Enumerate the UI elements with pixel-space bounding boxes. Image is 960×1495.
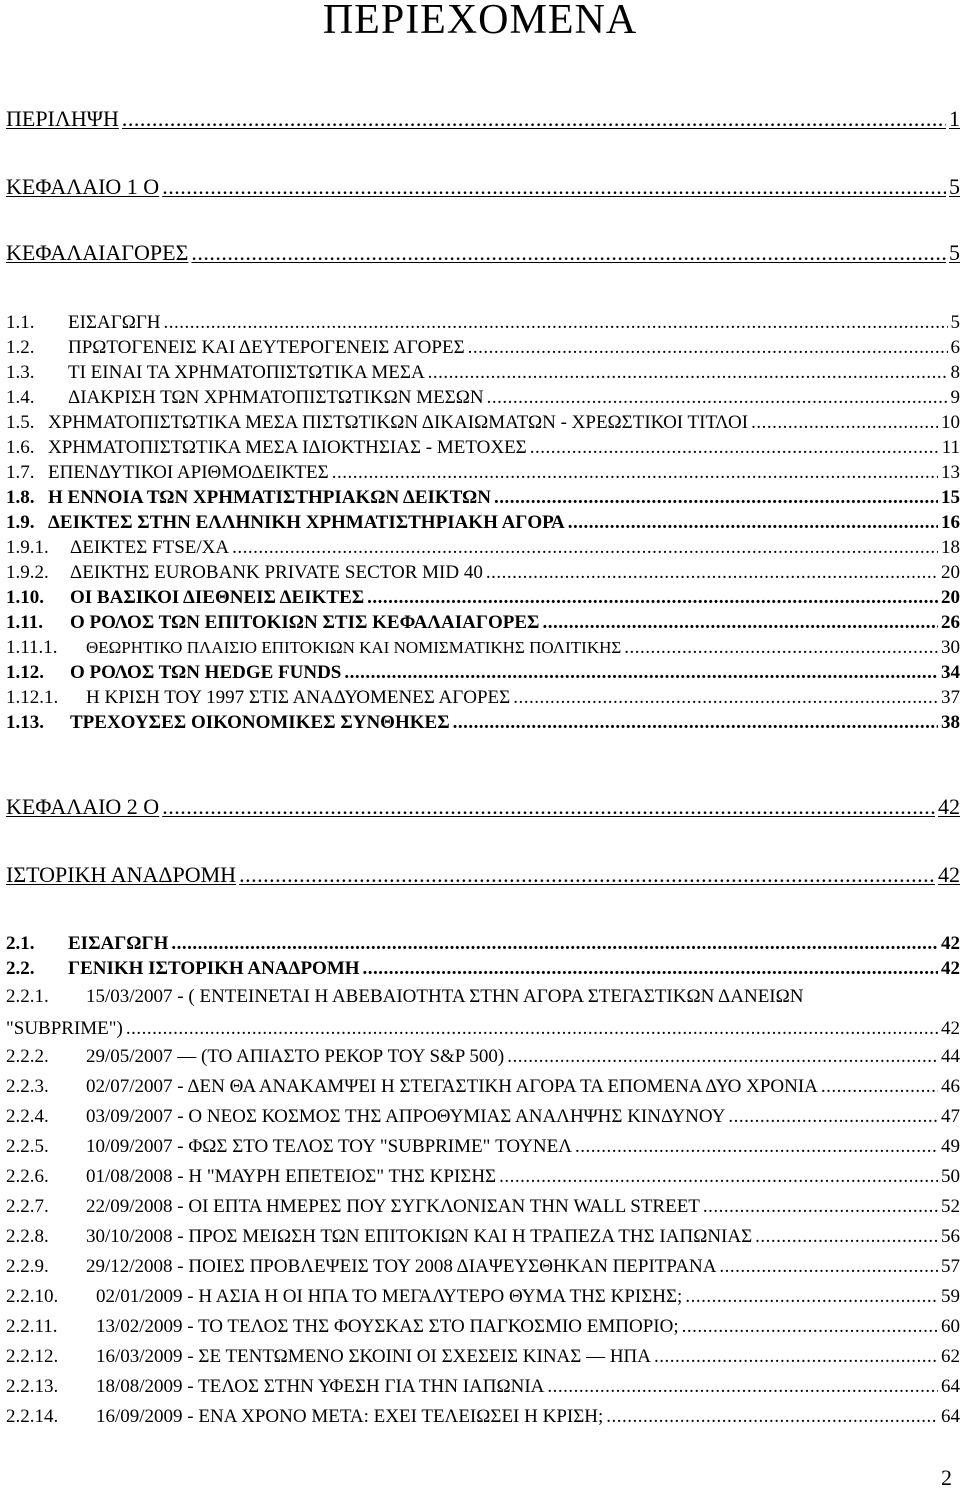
toc-text: ΕΙΣΑΓΩΓΗ (68, 312, 161, 333)
toc-leader (122, 108, 946, 130)
toc-num: 2.1. (6, 933, 35, 954)
toc-leader (624, 637, 938, 659)
toc-num: 2.2.9. (6, 1256, 49, 1277)
toc-text: ΙΣΤΟΡΙΚΗ ΑΝΑΔΡΟΜΗ (6, 862, 237, 887)
toc-page: 5 (950, 312, 960, 333)
toc-page: 5 (949, 240, 960, 265)
toc-leader (344, 662, 938, 684)
toc-entry[interactable] (6, 362, 960, 384)
toc-num: 1.9.2. (6, 562, 49, 583)
toc-entry[interactable] (6, 387, 960, 409)
toc-entry[interactable] (6, 1376, 960, 1398)
toc-page: 62 (941, 1346, 960, 1367)
toc-entry[interactable] (6, 412, 960, 434)
toc-entry[interactable] (6, 562, 960, 584)
toc-entry[interactable] (6, 1226, 960, 1248)
toc-entry[interactable] (6, 1046, 960, 1068)
toc-text: ΧΡΗΜΑΤΟΠΙΣΤΩΤΙΚΑ ΜΕΣΑ ΙΔΙΟΚΤΗΣΙΑΣ - ΜΕΤΟΧΕΣ (48, 437, 527, 458)
toc-num: 2.2.8. (6, 1226, 49, 1247)
toc-page: 9 (950, 387, 960, 408)
toc-entry[interactable] (6, 1406, 960, 1428)
toc-leader (171, 933, 938, 955)
toc-text: ΚΕΦΑΛΑΙΟ 2 Ο (6, 794, 160, 819)
toc-page: 18 (941, 537, 960, 558)
toc-leader (468, 337, 948, 359)
toc-page: 37 (941, 687, 960, 708)
toc-text: ΔΕΙΚΤΕΣ ΣΤΗΝ ΕΛΛΗΝΙΚΗ ΧΡΗΜΑΤΙΣΤΗΡΙΑΚΗ ΑΓΟΡΑ (48, 512, 565, 533)
toc-entry[interactable] (6, 864, 960, 886)
toc-page: 11 (941, 437, 960, 458)
toc-text: 22/09/2008 - ΟΙ ΕΠΤΑ ΗΜΕΡΕΣ ΠΟΥ ΣΥΓΚΛΟΝΙΣΑΝ ΤΗΝ WALL STREET (86, 1196, 700, 1217)
toc-leader (755, 1226, 938, 1248)
toc-num: 1.3. (6, 362, 35, 383)
toc-leader (606, 1406, 938, 1428)
toc-leader (494, 487, 938, 509)
toc-entry[interactable] (6, 487, 960, 509)
toc-text: 18/08/2009 - ΤΕΛΟΣ ΣΤΗΝ ΥΦΕΣΗ ΓΙΑ ΤΗΝ ΙΑΠΩΝΙΑ (96, 1376, 545, 1397)
toc-text: 15/03/2007 - ( ΕΝΤΕΙΝΕΤΑΙ Η ΑΒΕΒΑΙΟΤΗΤΑ ΣΤΗΝ ΑΓΟΡΑ ΣΤΕΓΑΣΤΙΚΩΝ ΔΑΝΕΙΩΝ (86, 986, 804, 1007)
toc-page: 15 (941, 487, 960, 508)
toc-entry[interactable] (6, 1166, 960, 1188)
toc-text: ΔΙΑΚΡΙΣΗ ΤΩΝ ΧΡΗΜΑΤΟΠΙΣΤΩΤΙΚΩΝ ΜΕΣΩΝ (68, 387, 484, 408)
toc-leader (162, 796, 935, 818)
toc-num: 2.2.4. (6, 1106, 49, 1127)
toc-num: 1.9. (6, 512, 35, 533)
toc-num: 1.4. (6, 387, 35, 408)
toc-page: 49 (941, 1136, 960, 1157)
toc-num: 1.8. (6, 487, 35, 508)
toc-leader (164, 312, 948, 334)
toc-num: 2.2.3. (6, 1076, 49, 1097)
toc-entry[interactable] (6, 986, 960, 1008)
toc-page: 1 (949, 106, 960, 131)
toc-num: 2.2.13. (6, 1376, 59, 1397)
toc-page: 52 (941, 1196, 960, 1217)
toc-num: 2.2.12. (6, 1346, 59, 1367)
toc-text: 30/10/2008 - ΠΡΟΣ ΜΕΙΩΣΗ ΤΩΝ ΕΠΙΤΟΚΙΩΝ ΚΑΙ Η ΤΡΑΠΕΖΑ ΤΗΣ ΙΑΠΩΝΙΑΣ (86, 1226, 753, 1247)
toc-page: 42 (938, 862, 960, 887)
toc-text: 10/09/2007 - ΦΩΣ ΣΤΟ ΤΕΛΟΣ ΤΟΥ "SUBPRIME" ΤΟΥΝΕΛ (86, 1136, 573, 1157)
toc-page: 42 (938, 794, 960, 819)
toc-num: 1.12. (6, 662, 44, 683)
toc-leader (499, 1166, 938, 1188)
toc-num: 2.2.2. (6, 1046, 49, 1067)
toc-page: 26 (941, 612, 960, 633)
toc-leader (428, 362, 948, 384)
toc-entry[interactable] (6, 637, 960, 659)
toc-entry[interactable] (6, 1106, 960, 1128)
toc-num: 1.10. (6, 587, 44, 608)
toc-leader (547, 1376, 938, 1398)
toc-leader (507, 1046, 938, 1068)
toc-page: 44 (941, 1046, 960, 1067)
toc-page: 56 (941, 1226, 960, 1247)
toc-entry[interactable] (6, 1076, 960, 1098)
toc-text: ΧΡΗΜΑΤΟΠΙΣΤΩΤΙΚΑ ΜΕΣΑ ΠΙΣΤΩΤΙΚΩΝ ΔΙΚΑΙΩΜΑΤΩΝ - ΧΡΕΩΣΤΙΚΟΙ ΤΙΤΛΟΙ (48, 412, 749, 433)
toc-text: ΠΡΩΤΟΓΕΝΕΙΣ ΚΑΙ ΔΕΥΤΕΡΟΓΕΝΕΙΣ ΑΓΟΡΕΣ (68, 337, 465, 358)
toc-text: 13/02/2009 - ΤΟ ΤΕΛΟΣ ΤΗΣ ΦΟΥΣΚΑΣ ΣΤΟ ΠΑΓΚΟΣΜΙΟ ΕΜΠΟΡΙΟ; (96, 1316, 679, 1337)
toc-text: ΤΡΕΧΟΥΣΕΣ ΟΙΚΟΝΟΜΙΚΕΣ ΣΥΝΘΗΚΕΣ (70, 712, 450, 733)
toc-page: 5 (949, 174, 960, 199)
toc-leader (453, 712, 938, 734)
toc-text: Η ΚΡΙΣΗ ΤΟΥ 1997 ΣΤΙΣ ΑΝΑΔΥΟΜΕΝΕΣ ΑΓΟΡΕΣ (86, 687, 511, 708)
toc-entry[interactable] (6, 687, 960, 709)
toc-text: ΚΕΦΑΛΑΙΑΓΟΡΕΣ (6, 240, 189, 265)
toc-text: "SUBPRIME") (6, 1018, 123, 1039)
toc-entry[interactable] (6, 1136, 960, 1158)
toc-text: ΚΕΦΑΛΑΙΟ 1 Ο (6, 174, 160, 199)
toc-text: ΟΙ ΒΑΣΙΚΟΙ ΔΙΕΘΝΕΙΣ ΔΕΙΚΤΕΣ (70, 587, 365, 608)
toc-text: ΕΙΣΑΓΩΓΗ (68, 933, 169, 954)
page-number: 2 (941, 1465, 952, 1490)
toc-text: ΓΕΝΙΚΗ ΙΣΤΟΡΙΚΗ ΑΝΑΔΡΟΜΗ (68, 958, 360, 979)
toc-leader (654, 1346, 938, 1368)
toc-page: 34 (941, 662, 960, 683)
toc-text: Ο ΡΟΛΟΣ ΤΩΝ ΕΠΙΤΟΚΙΩΝ ΣΤΙΣ ΚΕΦΑΛΑΙΑΓΟΡΕΣ (70, 612, 540, 633)
toc-text: 16/09/2009 - ΕΝΑ ΧΡΟΝΟ ΜΕΤΑ: ΕΧΕΙ ΤΕΛΕΙΩΣΕΙ Η ΚΡΙΣΗ; (96, 1406, 604, 1427)
toc-leader (719, 1256, 938, 1278)
toc-leader (821, 1076, 938, 1098)
toc-leader (126, 1018, 938, 1040)
toc-text: Ο ΡΟΛΟΣ ΤΩΝ HEDGE FUNDS (70, 662, 342, 683)
toc-entry[interactable] (6, 462, 960, 484)
toc-num: 1.2. (6, 337, 35, 358)
toc-page: 60 (941, 1316, 960, 1337)
toc-leader (513, 687, 938, 709)
toc-page: 8 (950, 362, 960, 383)
toc-text: ΕΠΕΝΔΥΤΙΚΟΙ ΑΡΙΘΜΟΔΕΙΚΤΕΣ (48, 462, 329, 483)
toc-entry[interactable] (6, 312, 960, 334)
toc-num: 2.2. (6, 958, 35, 979)
toc-page: 64 (941, 1376, 960, 1397)
toc-entry[interactable] (6, 1286, 960, 1308)
toc-page: 30 (941, 637, 960, 658)
toc-leader (542, 612, 938, 634)
toc-entry[interactable] (6, 1346, 960, 1368)
toc-page: 42 (941, 958, 960, 979)
toc-page: 13 (941, 462, 960, 483)
toc-entry[interactable] (6, 437, 960, 459)
toc-leader (486, 562, 938, 584)
toc-text: ΔΕΙΚΤΗΣ EUROBANK PRIVATE SECTOR MID 40 (70, 562, 483, 583)
toc-num: 2.2.14. (6, 1406, 59, 1427)
toc-page: 64 (941, 1406, 960, 1427)
toc-text: 16/03/2009 - ΣΕ ΤΕΝΤΩΜΕΝΟ ΣΚΟΙΝΙ ΟΙ ΣΧΕΣΕΙΣ ΚΙΝΑΣ — ΗΠΑ (96, 1346, 651, 1367)
toc-entry[interactable] (6, 512, 960, 534)
toc-text: Η ΕΝΝΟΙΑ ΤΩΝ ΧΡΗΜΑΤΙΣΤΗΡΙΑΚΩΝ ΔΕΙΚΤΩΝ (48, 487, 491, 508)
toc-entry[interactable] (6, 612, 960, 634)
toc-page: 20 (941, 587, 960, 608)
toc-entry[interactable] (6, 796, 960, 818)
toc-entry[interactable] (6, 176, 960, 198)
toc-text: 29/12/2008 - ΠΟΙΕΣ ΠΡΟΒΛΕΨΕΙΣ ΤΟΥ 2008 ΔΙΑΨΕΥΣΘΗΚΑΝ ΠΕΡΙΤΡΑΝΑ (86, 1256, 717, 1277)
toc-entry[interactable] (6, 587, 960, 609)
toc-page: 50 (941, 1166, 960, 1187)
toc-page: 38 (941, 712, 960, 733)
toc-page: 46 (941, 1076, 960, 1097)
toc-leader (530, 437, 939, 459)
toc-leader (367, 587, 938, 609)
toc-num: 2.2.11. (6, 1316, 58, 1337)
toc-leader (703, 1196, 938, 1218)
toc-text: ΘΕΩΡΗΤΙΚΟ ΠΛΑΙΣΙΟ ΕΠΙΤΟΚΙΩΝ ΚΑΙ ΝΟΜΙΣΜΑΤΙΚΗΣ ΠΟΛΙΤΙΚΗΣ (86, 638, 622, 657)
toc-num: 2.2.10. (6, 1286, 59, 1307)
toc-entry[interactable] (6, 337, 960, 359)
toc-entry[interactable] (6, 712, 960, 734)
toc-num: 1.9.1. (6, 537, 49, 558)
toc-page: 59 (941, 1286, 960, 1307)
toc-entry[interactable] (6, 1256, 960, 1278)
toc-num: 1.11. (6, 612, 43, 633)
toc-leader (728, 1106, 938, 1128)
toc-page: 16 (941, 512, 960, 533)
toc-text: 03/09/2007 - Ο ΝΕΟΣ ΚΟΣΜΟΣ ΤΗΣ ΑΠΡΟΘΥΜΙΑΣ ΑΝΑΛΗΨΗΣ ΚΙΝΔΥΝΟΥ (86, 1106, 726, 1127)
toc-text: ΔΕΙΚΤΕΣ FTSE/XA (70, 537, 230, 558)
toc-text: 02/07/2007 - ΔΕΝ ΘΑ ΑΝΑΚΑΜΨΕΙ Η ΣΤΕΓΑΣΤΙΚΗ ΑΓΟΡΑ ΤΑ ΕΠΟΜΕΝΑ ΔΥΟ ΧΡΟΝΙΑ (86, 1076, 818, 1097)
toc-entry[interactable] (6, 1196, 960, 1218)
toc-entry[interactable] (6, 933, 960, 955)
toc-num: 2.2.5. (6, 1136, 49, 1157)
toc-entry[interactable] (6, 662, 960, 684)
toc-page: 6 (950, 337, 960, 358)
toc-num: 2.2.7. (6, 1196, 49, 1217)
toc-num: 1.6. (6, 437, 35, 458)
toc-entry[interactable] (6, 108, 960, 130)
toc-text: ΤΙ ΕΙΝΑΙ ΤΑ ΧΡΗΜΑΤΟΠΙΣΤΩΤΙΚΑ ΜΕΣΑ (68, 362, 425, 383)
toc-leader (682, 1316, 938, 1338)
toc-entry[interactable] (6, 537, 960, 559)
toc-leader (568, 512, 938, 534)
toc-page: 47 (941, 1106, 960, 1127)
toc-leader (191, 242, 946, 264)
toc-text: 02/01/2009 - Η ΑΣΙΑ Η ΟΙ ΗΠΑ ΤΟ ΜΕΓΑΛΥΤΕΡΟ ΘΥΜΑ ΤΗΣ ΚΡΙΣΗΣ; (96, 1286, 683, 1307)
toc-leader (232, 537, 938, 559)
toc-num: 2.2.6. (6, 1166, 49, 1187)
toc-num: 1.7. (6, 462, 35, 483)
toc-leader (363, 958, 938, 980)
toc-num: 1.11.1. (6, 637, 58, 658)
toc-leader (575, 1136, 938, 1158)
toc-page: 20 (941, 562, 960, 583)
toc-text: ΠΕΡΙΛΗΨΗ (6, 106, 119, 131)
toc-entry[interactable] (6, 242, 960, 264)
toc-num: 1.1. (6, 312, 35, 333)
toc-num: 1.13. (6, 712, 44, 733)
toc-entry[interactable] (6, 1018, 960, 1040)
toc-leader (239, 864, 935, 886)
toc-text: 01/08/2008 - Η "ΜΑΥΡΗ ΕΠΕΤΕΙΟΣ" ΤΗΣ ΚΡΙΣΗΣ (86, 1166, 497, 1187)
toc-leader (162, 176, 946, 198)
toc-leader (751, 412, 938, 434)
toc-leader (332, 462, 938, 484)
toc-page: 42 (941, 933, 960, 954)
toc-num: 2.2.1. (6, 986, 49, 1007)
toc-leader (487, 387, 948, 409)
toc-page: 57 (941, 1256, 960, 1277)
page-title: ΠΕΡΙΕΧΟΜΕΝΑ (322, 0, 638, 43)
toc-page: 42 (941, 1018, 960, 1039)
toc-page: 10 (941, 412, 960, 433)
toc-num: 1.5. (6, 412, 35, 433)
toc-entry[interactable] (6, 1316, 960, 1338)
toc-leader (685, 1286, 938, 1308)
toc-entry[interactable] (6, 958, 960, 980)
toc-num: 1.12.1. (6, 687, 59, 708)
toc-text: 29/05/2007 — (ΤΟ ΑΠΙΑΣΤΟ ΡΕΚΟΡ ΤΟΥ S&P 500) (86, 1046, 505, 1067)
